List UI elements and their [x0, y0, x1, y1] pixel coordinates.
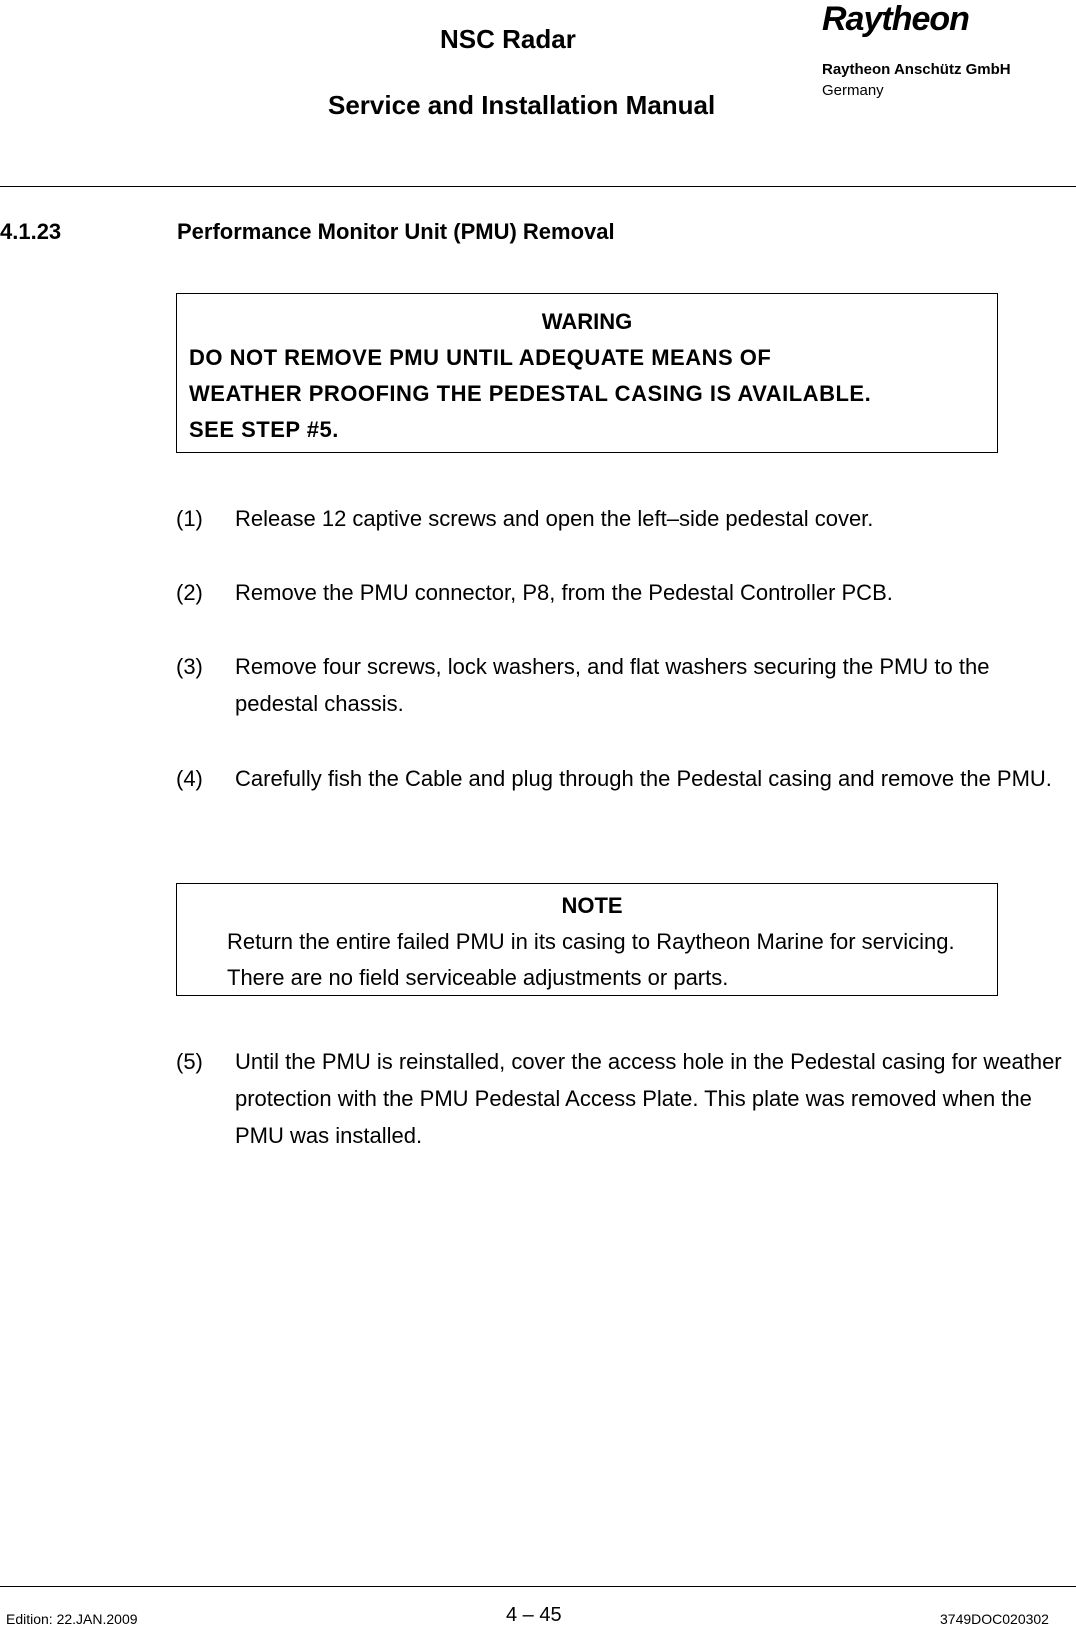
raytheon-logo: Raytheon	[822, 0, 969, 38]
procedure-step	[176, 1043, 1066, 1154]
step-number: (1)	[176, 506, 203, 531]
warning-heading: WARING	[541, 309, 633, 334]
warning-box	[176, 293, 998, 453]
warning-line: SEE STEP #5.	[189, 417, 339, 442]
procedure-step	[176, 648, 1066, 722]
procedure-step	[176, 500, 1066, 537]
step-text: Carefully fish the Cable and plug through the Pedestal casing and remove the PMU.	[235, 766, 1052, 791]
step-text: Remove the PMU connector, P8, from the Pedestal Controller PCB.	[235, 580, 893, 605]
step-number: (5)	[176, 1049, 203, 1074]
note-heading: NOTE	[561, 893, 623, 918]
company-name: Raytheon Anschütz GmbH	[822, 61, 1011, 78]
step-text: Remove four screws, lock washers, and flat washers securing the PMU to the pedestal chassis.	[235, 654, 990, 716]
footer-divider	[0, 1586, 1076, 1587]
step-text: Until the PMU is reinstalled, cover the access hole in the Pedestal casing for weather protection with the PMU Pedestal Access Plate. This plate was removed when the PMU was installed.	[235, 1049, 1062, 1148]
step-number: (4)	[176, 766, 203, 791]
note-text: Return the entire failed PMU in its casing to Raytheon Marine for servicing. There are no field serviceable adjustments or parts.	[227, 929, 955, 990]
warning-line: WEATHER PROOFING THE PEDESTAL CASING IS AVAILABLE.	[189, 381, 872, 406]
note-box	[176, 883, 998, 996]
warning-line: DO NOT REMOVE PMU UNTIL ADEQUATE MEANS OF	[189, 345, 772, 370]
section-number: 4.1.23	[0, 219, 62, 244]
step-text: Release 12 captive screws and open the left–side pedestal cover.	[235, 506, 874, 531]
document-id: 3749DOC020302	[940, 1611, 1049, 1627]
document-subtitle: Service and Installation Manual	[328, 90, 716, 120]
procedure-step	[176, 760, 1066, 797]
procedure-step	[176, 574, 1066, 611]
company-country: Germany	[822, 82, 884, 99]
section-title: Performance Monitor Unit (PMU) Removal	[177, 219, 615, 244]
step-number: (2)	[176, 580, 203, 605]
header-divider	[0, 186, 1076, 187]
step-number: (3)	[176, 654, 203, 679]
edition-date: Edition: 22.JAN.2009	[6, 1611, 138, 1627]
document-title: NSC Radar	[440, 24, 576, 54]
page-number: 4 – 45	[506, 1604, 562, 1626]
